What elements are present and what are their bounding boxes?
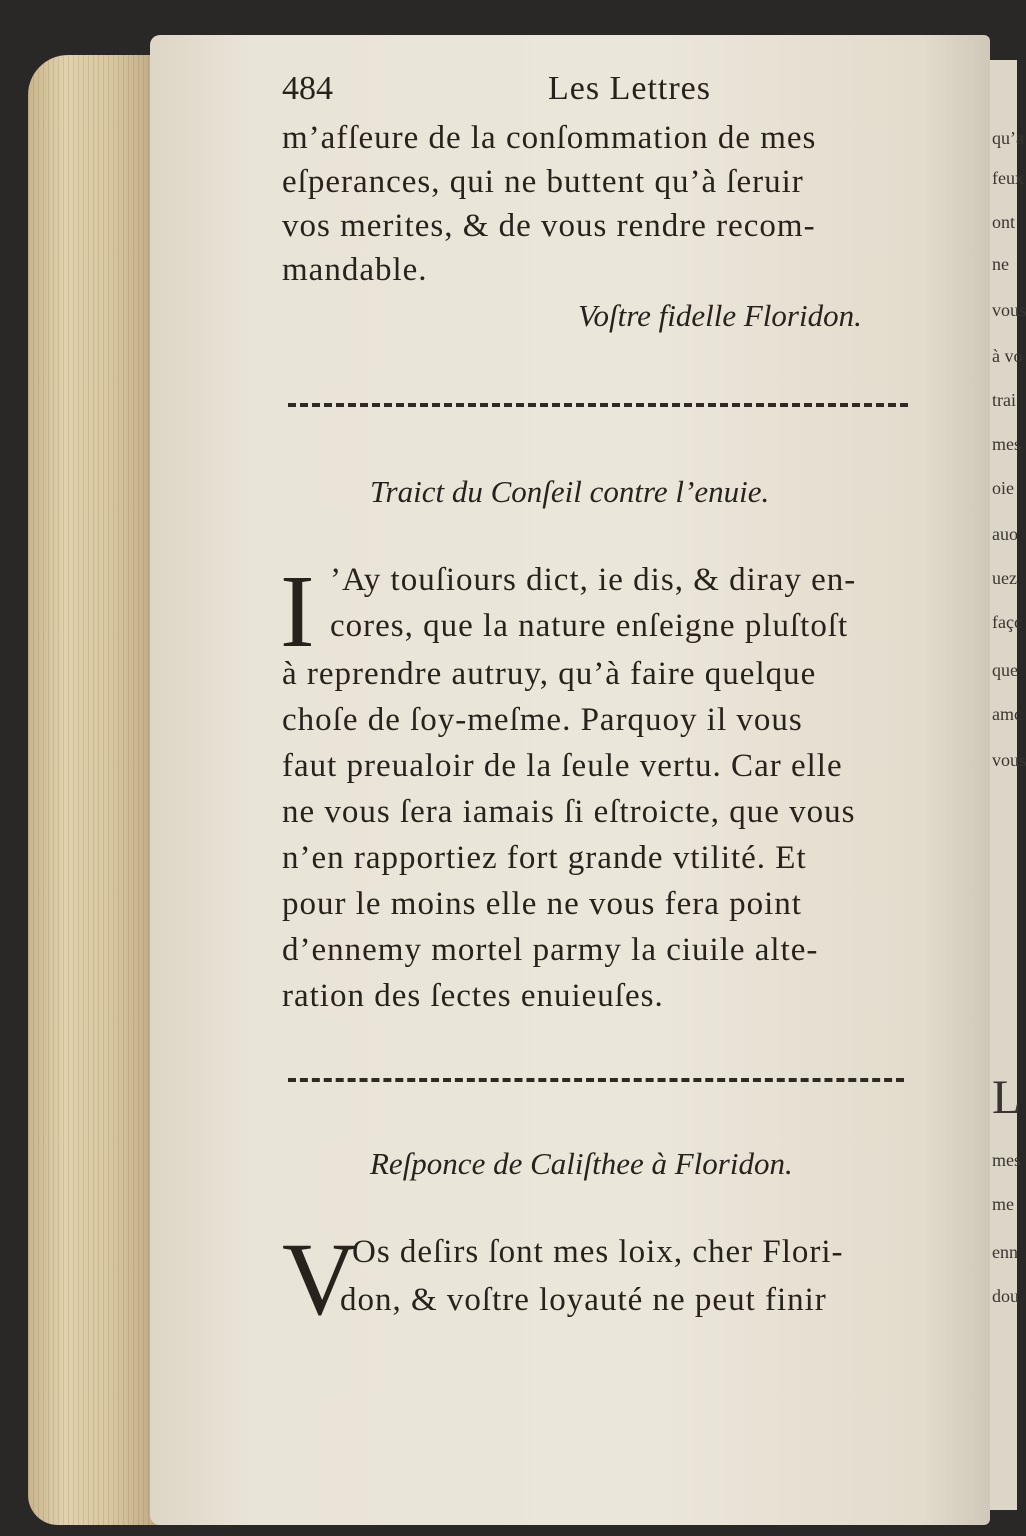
running-title: Les Lettres	[548, 70, 711, 107]
text-line: ne vous ſera iamais ſi eſtroicte, que vous	[282, 794, 856, 830]
drop-cap: V	[282, 1222, 358, 1337]
page-number: 484	[282, 70, 333, 107]
facing-fragment: ne	[992, 254, 1009, 274]
text-line: cores, que la nature enſeigne pluſtoſt	[330, 608, 849, 644]
facing-fragment: uez	[992, 568, 1017, 588]
text-line: Os deſirs ſont mes loix, cher Flori-	[352, 1234, 844, 1270]
section-title: Traict du Conſeil contre l’enuie.	[370, 474, 770, 509]
ornamental-rule	[288, 1078, 904, 1082]
facing-fragment: trai	[992, 390, 1016, 410]
text-line: mandable.	[282, 252, 428, 288]
facing-fragment: mes	[992, 434, 1021, 454]
text-line: faut preualoir de la ſeule vertu. Car elle	[282, 748, 843, 784]
facing-fragment: feux	[992, 168, 1024, 188]
facing-fragment: L	[992, 1071, 1022, 1124]
text-line: ration des ſectes enuieuſes.	[282, 978, 664, 1014]
facing-fragment: mes	[992, 1150, 1021, 1170]
facing-fragment: qu’a	[992, 128, 1024, 148]
facing-fragment: vous	[992, 300, 1026, 320]
facing-fragment: auo	[992, 524, 1018, 544]
text-line: don, & voſtre loyauté ne peut finir	[340, 1282, 827, 1318]
text-line: vos merites, & de vous rendre recom-	[282, 208, 816, 244]
text-line: à reprendre autruy, qu’à faire quelque	[282, 656, 817, 692]
facing-fragment: dou	[992, 1286, 1019, 1306]
text-line: choſe de ſoy-meſme. Parquoy il vous	[282, 702, 803, 738]
facing-fragment: me	[992, 1194, 1014, 1214]
text-line: m’afſeure de la conſommation de mes	[282, 120, 817, 156]
text-line: pour le moins elle ne vous fera point	[282, 886, 802, 922]
signature: Voſtre fidelle Floridon.	[578, 298, 862, 333]
facing-page-strip	[990, 60, 1026, 1510]
facing-fragment: oie	[992, 478, 1014, 498]
text-line: eſperances, qui ne buttent qu’à ſeruir	[282, 164, 804, 200]
facing-fragment: vous	[992, 750, 1026, 770]
facing-fragment: que	[992, 660, 1018, 680]
section-title: Reſponce de Caliſthee à Floridon.	[370, 1146, 793, 1181]
text-line: d’ennemy mortel parmy la ciuile alte-	[282, 932, 819, 968]
text-line: ’Ay touſiours dict, ie dis, & diray en-	[330, 562, 857, 598]
ornamental-rule	[288, 403, 908, 407]
facing-fragment: amc	[992, 704, 1022, 724]
facing-fragment: ont	[992, 212, 1016, 232]
facing-fragment: à vo	[992, 346, 1023, 366]
facing-fragment: façc	[992, 612, 1022, 632]
facing-fragment: enn	[992, 1242, 1018, 1262]
text-line: n’en rapportiez fort grande vtilité. Et	[282, 840, 807, 876]
drop-cap: I	[280, 554, 315, 669]
